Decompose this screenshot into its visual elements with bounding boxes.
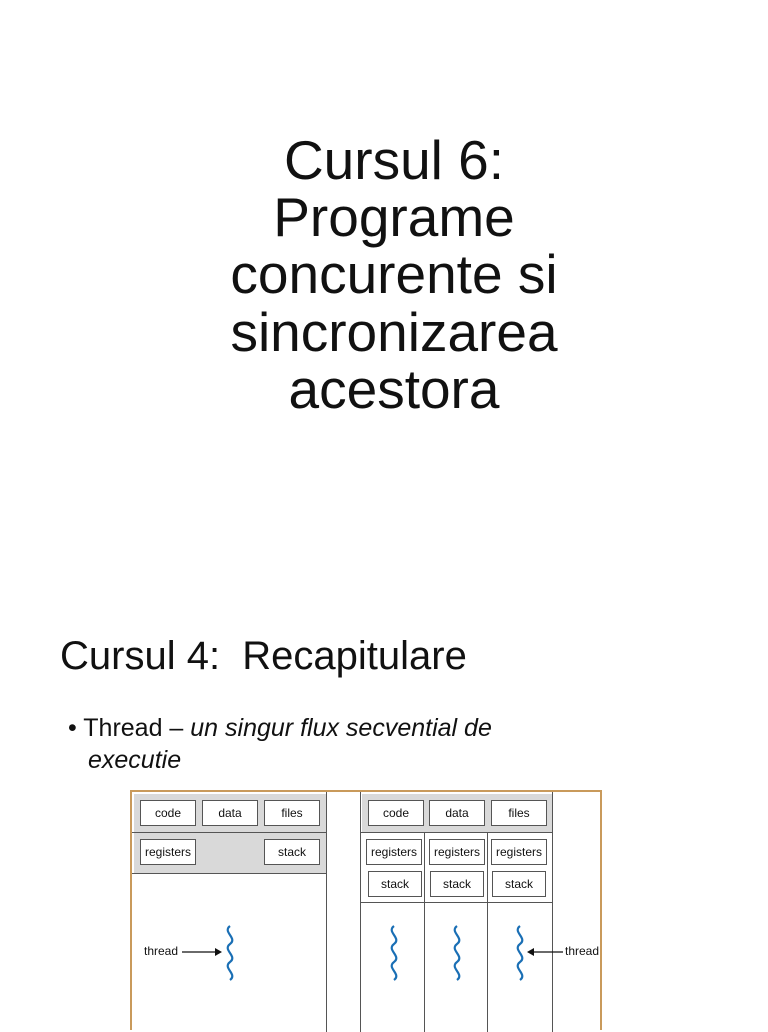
panel-border bbox=[552, 792, 553, 1032]
bullet-definition: un singur flux secvential de bbox=[190, 714, 492, 742]
thread-column-divider bbox=[487, 832, 488, 1032]
thread-arrow-icon bbox=[527, 945, 563, 959]
code-box: code bbox=[368, 800, 424, 826]
bullet-item bbox=[68, 712, 628, 776]
slide-title bbox=[150, 129, 638, 420]
thread-diagram bbox=[130, 790, 602, 1030]
registers-box: registers bbox=[366, 839, 422, 865]
slide-title-line: concurente si bbox=[230, 243, 558, 306]
thread-squiggle-icon bbox=[386, 926, 402, 980]
thread-squiggle-icon bbox=[222, 926, 238, 980]
bullet-marker: • bbox=[68, 714, 77, 742]
data-box: data bbox=[429, 800, 485, 826]
bullet-term: Thread – bbox=[83, 714, 184, 742]
code-box: code bbox=[140, 800, 196, 826]
files-box: files bbox=[264, 800, 320, 826]
registers-box: registers bbox=[491, 839, 547, 865]
band-separator bbox=[132, 832, 326, 833]
registers-box: registers bbox=[429, 839, 485, 865]
slide-title-line: Cursul 6: bbox=[283, 129, 505, 191]
stack-box: stack bbox=[264, 839, 320, 865]
stack-box: stack bbox=[492, 871, 546, 897]
data-box: data bbox=[202, 800, 258, 826]
thread-label: thread bbox=[565, 944, 600, 958]
slide-title-line: sincronizarea bbox=[230, 300, 558, 363]
slide-title-line: Programe bbox=[273, 186, 515, 249]
band-separator bbox=[360, 902, 553, 903]
band-separator bbox=[132, 873, 326, 874]
registers-box: registers bbox=[140, 839, 196, 865]
bullet-definition-cont: executie bbox=[88, 746, 182, 774]
band-separator bbox=[360, 832, 553, 833]
thread-squiggle-icon bbox=[512, 926, 528, 980]
panel-border bbox=[326, 792, 327, 1032]
thread-squiggle-icon bbox=[449, 926, 465, 980]
panel-border bbox=[360, 792, 361, 1032]
thread-arrow-icon bbox=[182, 945, 222, 959]
slide-title-line: acestora bbox=[288, 357, 500, 420]
thread-label: thread bbox=[144, 944, 179, 958]
thread-column-divider bbox=[424, 832, 425, 1032]
stack-box: stack bbox=[430, 871, 484, 897]
stack-box: stack bbox=[368, 871, 422, 897]
section-heading: Cursul 4: Recapitulare bbox=[60, 634, 467, 678]
files-box: files bbox=[491, 800, 547, 826]
